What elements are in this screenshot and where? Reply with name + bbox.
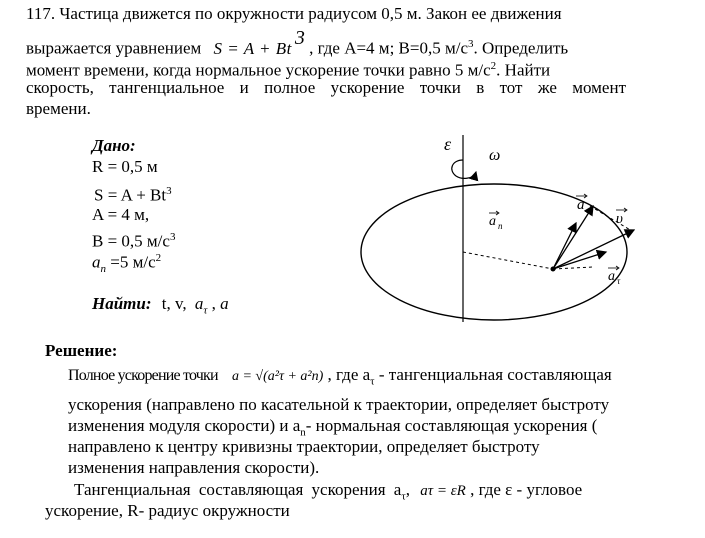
problem-line-4 <box>26 78 626 98</box>
find-a: a <box>220 294 229 313</box>
problem-line-3 <box>26 56 550 81</box>
given-law-text: S = A + Bt <box>94 185 167 205</box>
problem-line-5 <box>26 99 91 119</box>
find-atau-sub: τ <box>203 304 208 317</box>
solution-heading: Решение: <box>45 341 118 360</box>
circle-diagram <box>350 130 680 330</box>
problem-text-2c: . Определить <box>473 38 569 58</box>
particle-point <box>551 267 556 272</box>
label-atau <box>608 266 621 286</box>
problem-text-5: времени. <box>26 99 91 118</box>
label-a-text: a <box>577 197 585 213</box>
solution-text-1b: , где a <box>327 365 371 384</box>
solution-text-3b: - нормальная составляющая ускорения ( <box>305 416 598 435</box>
label-an-text: a <box>489 214 496 229</box>
given-b-text: B = 0,5 м/с <box>92 231 170 251</box>
solution-text-3: изменения модуля скорости) и a <box>68 416 301 435</box>
motion-equation-power: 3 <box>294 26 305 49</box>
label-v-text: υ <box>616 211 623 227</box>
label-epsilon: ε <box>444 134 452 154</box>
label-omega: ω <box>489 147 501 164</box>
problem-sup-2: 2 <box>490 60 497 72</box>
problem-number: 117. <box>26 4 56 23</box>
solution-sub-6: τ <box>401 490 406 503</box>
problem-text-4: скорость, тангенциальное и полное ускорение точки в тот же момент <box>26 78 626 97</box>
find-items: t, v, <box>161 294 187 313</box>
solution-line-1 <box>68 365 612 391</box>
problem-text-3b: . Найти <box>496 60 551 80</box>
solution-text-1c: - тангенциальная составляющая <box>374 365 612 384</box>
find-comma: , <box>211 294 216 313</box>
solution-line-5: изменения направления скорости). <box>68 458 320 477</box>
label-a <box>576 194 587 213</box>
given-an <box>92 248 161 279</box>
problem-line-2 <box>26 26 569 59</box>
solution-line-7: ускорение, R- радиус окружности <box>45 501 290 520</box>
given-an-symbol: a <box>92 252 101 272</box>
motion-equation: S = A + Bt <box>213 38 292 58</box>
given-an-sup: 2 <box>155 252 162 264</box>
solution-text-6: Тангенциальная составляющая ускорения a <box>74 480 402 499</box>
given-a: A = 4 м, <box>92 205 150 224</box>
label-v <box>616 208 627 227</box>
solution-sub-1: τ <box>370 375 375 388</box>
tangential-formula: aτ = εR <box>420 483 466 499</box>
solution-line-2: ускорения (направлено по касательной к траектории, определяет быстроту <box>68 395 610 414</box>
given-law-sup: 3 <box>166 185 172 197</box>
label-an <box>489 211 503 231</box>
find-line <box>92 294 229 320</box>
problem-sup-1: 3 <box>468 38 474 50</box>
given-radius: R = 0,5 м <box>92 157 158 176</box>
problem-line-1 <box>26 4 562 24</box>
label-an-sub: n <box>498 221 503 231</box>
label-atau-sub: τ <box>617 276 621 286</box>
rotation-arrow-icon <box>452 160 476 178</box>
problem-text-1: Частица движется по окружности радиусом 0,5 м. Закон ее движения <box>59 4 562 23</box>
find-atau: a <box>194 294 204 313</box>
given-heading: Дано: <box>92 136 136 155</box>
label-atau-text: a <box>608 269 615 284</box>
solution-text-6-comma: , <box>405 480 411 499</box>
given-an-sub: n <box>100 263 106 276</box>
solution-text-1: Полное ускорение точки <box>68 367 218 384</box>
given-an-value: =5 м/с <box>110 252 156 272</box>
solution-sub-3: n <box>300 426 306 439</box>
dashed-radius <box>463 252 553 269</box>
given-b-sup: 3 <box>169 231 176 243</box>
solution-line-4: направлено к центру кривизны траектории, определяет быстроту <box>68 437 540 456</box>
problem-text-2b: , где A=4 м; B=0,5 м/с <box>309 38 468 58</box>
problem-text-3: момент времени, когда нормальное ускорение точки равно 5 м/с <box>26 60 491 80</box>
full-acceleration-formula: a = √(a²τ + a²n) <box>231 369 324 384</box>
solution-text-6b: , где ε - угловое <box>470 480 583 499</box>
problem-text-2: выражается уравнением <box>26 38 202 58</box>
given-law <box>94 181 172 206</box>
find-heading: Найти: <box>92 294 152 313</box>
